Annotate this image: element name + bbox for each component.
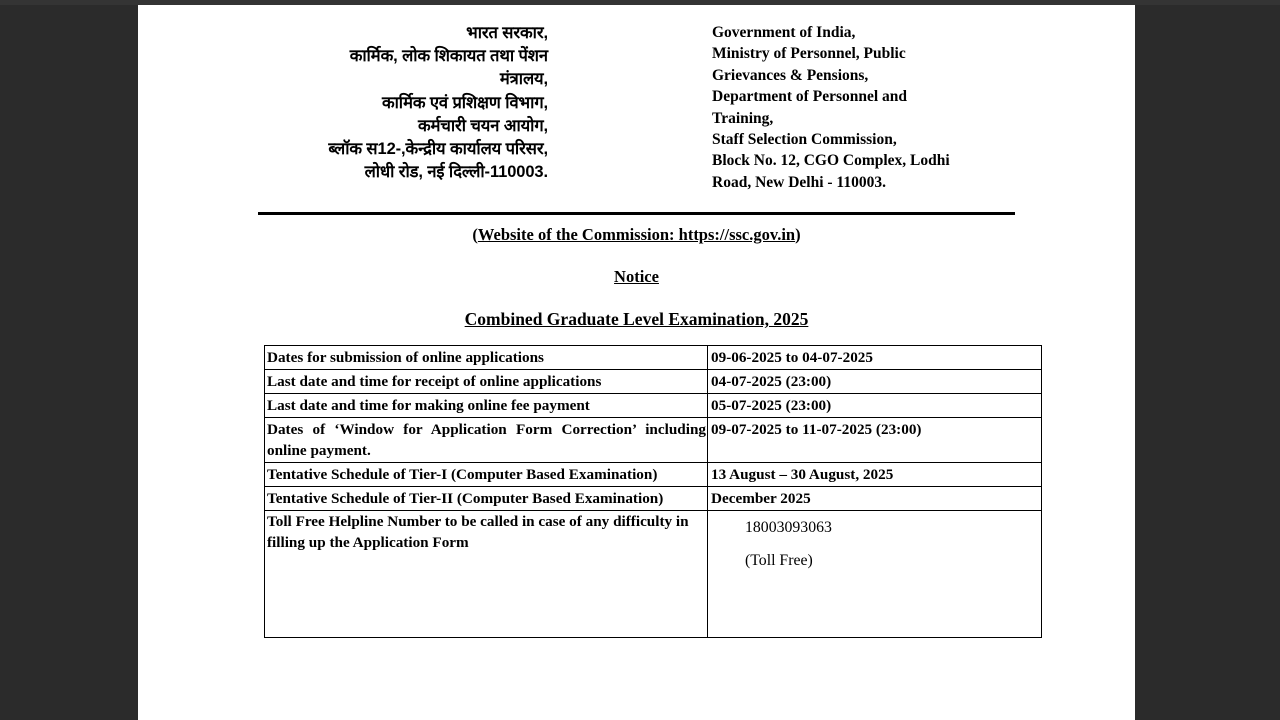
table-cell-label <box>265 487 708 511</box>
letterhead-hindi <box>258 22 548 184</box>
letterhead <box>138 22 1135 194</box>
commission-website-line <box>138 225 1135 245</box>
letterhead-english-line: Department of Personnel and <box>712 88 908 106</box>
website-open-paren: ( <box>472 225 478 244</box>
header-divider-rule <box>258 212 1015 215</box>
row-label: Dates for submission of online applications <box>267 349 544 366</box>
letterhead-hindi-line: ब्लॉक स12-,केन्द्रीय कार्यालय परिसर, <box>328 140 548 159</box>
helpline-number[interactable]: 18003093063 <box>745 519 832 536</box>
letterhead-hindi-line: लोधी रोड, नई दिल्ली-110003. <box>364 163 548 182</box>
table-cell-value <box>708 463 1042 487</box>
letterhead-english-line: Government of India, <box>712 24 856 41</box>
letterhead-english-line: Road, New Delhi - 110003. <box>712 173 886 191</box>
schedule-table <box>264 345 1042 638</box>
row-value: 13 August – 30 August, 2025 <box>711 466 894 483</box>
document-page <box>138 5 1135 720</box>
helpline-note: (Toll Free) <box>745 552 813 569</box>
letterhead-english-line: Training, <box>712 109 774 127</box>
table-cell-label <box>265 463 708 487</box>
website-link-text[interactable]: Website of the Commission: https://ssc.gov.in <box>477 225 796 244</box>
website-close-paren: ) <box>795 225 801 244</box>
row-value: 09-07-2025 to 11-07-2025 (23:00) <box>711 421 922 438</box>
helpline-label: Toll Free Helpline Number to be called in case of any difficulty in filling up the Application Form <box>267 513 689 551</box>
table-row <box>265 370 1042 394</box>
row-value: 09-06-2025 to 04-07-2025 <box>711 349 873 366</box>
row-value: December 2025 <box>711 490 811 507</box>
table-row-helpline <box>265 511 1042 638</box>
row-label: Last date and time for receipt of online applications <box>267 373 602 390</box>
table-cell-label <box>265 394 708 418</box>
letterhead-english-line: Block No. 12, CGO Complex, Lodhi <box>712 152 950 170</box>
table-cell-value <box>708 418 1042 463</box>
exam-title-text: Combined Graduate Level Examination, 2025 <box>464 309 809 329</box>
letterhead-english-line: Ministry of Personnel, Public <box>712 45 906 63</box>
table-cell-helpline-value <box>708 511 1042 638</box>
table-cell-helpline-label <box>265 511 708 638</box>
table-cell-label <box>265 418 708 463</box>
letterhead-hindi-line: मंत्रालय, <box>499 70 548 89</box>
notice-heading <box>138 267 1135 287</box>
row-value: 04-07-2025 (23:00) <box>711 373 832 390</box>
table-row <box>265 394 1042 418</box>
letterhead-english-line: Grievances & Pensions, <box>712 66 869 84</box>
letterhead-english-line: Staff Selection Commission, <box>712 131 897 149</box>
row-label: Dates of ‘Window for Application Form Correction’ including online payment. <box>267 421 706 459</box>
table-cell-label <box>265 370 708 394</box>
letterhead-hindi-line: कार्मिक, लोक शिकायत तथा पेंशन <box>349 47 548 66</box>
table-cell-value <box>708 487 1042 511</box>
row-value: 05-07-2025 (23:00) <box>711 397 832 414</box>
helpline-number-block <box>708 511 1041 577</box>
letterhead-hindi-line: कार्मिक एवं प्रशिक्षण विभाग, <box>381 93 548 112</box>
row-label: Last date and time for making online fee payment <box>267 397 590 414</box>
row-label: Tentative Schedule of Tier-II (Computer Based Examination) <box>267 490 664 507</box>
table-cell-value <box>708 370 1042 394</box>
exam-title <box>138 309 1135 330</box>
notice-heading-text: Notice <box>614 267 659 286</box>
table-row <box>265 346 1042 370</box>
table-row <box>265 463 1042 487</box>
table-cell-label <box>265 346 708 370</box>
table-row <box>265 418 1042 463</box>
letterhead-hindi-line: कर्मचारी चयन आयोग, <box>418 116 548 135</box>
table-cell-value <box>708 346 1042 370</box>
row-label: Tentative Schedule of Tier-I (Computer Based Examination) <box>267 466 658 483</box>
letterhead-english <box>712 22 1032 193</box>
letterhead-hindi-line: भारत सरकार, <box>466 24 548 42</box>
table-row <box>265 487 1042 511</box>
table-cell-value <box>708 394 1042 418</box>
